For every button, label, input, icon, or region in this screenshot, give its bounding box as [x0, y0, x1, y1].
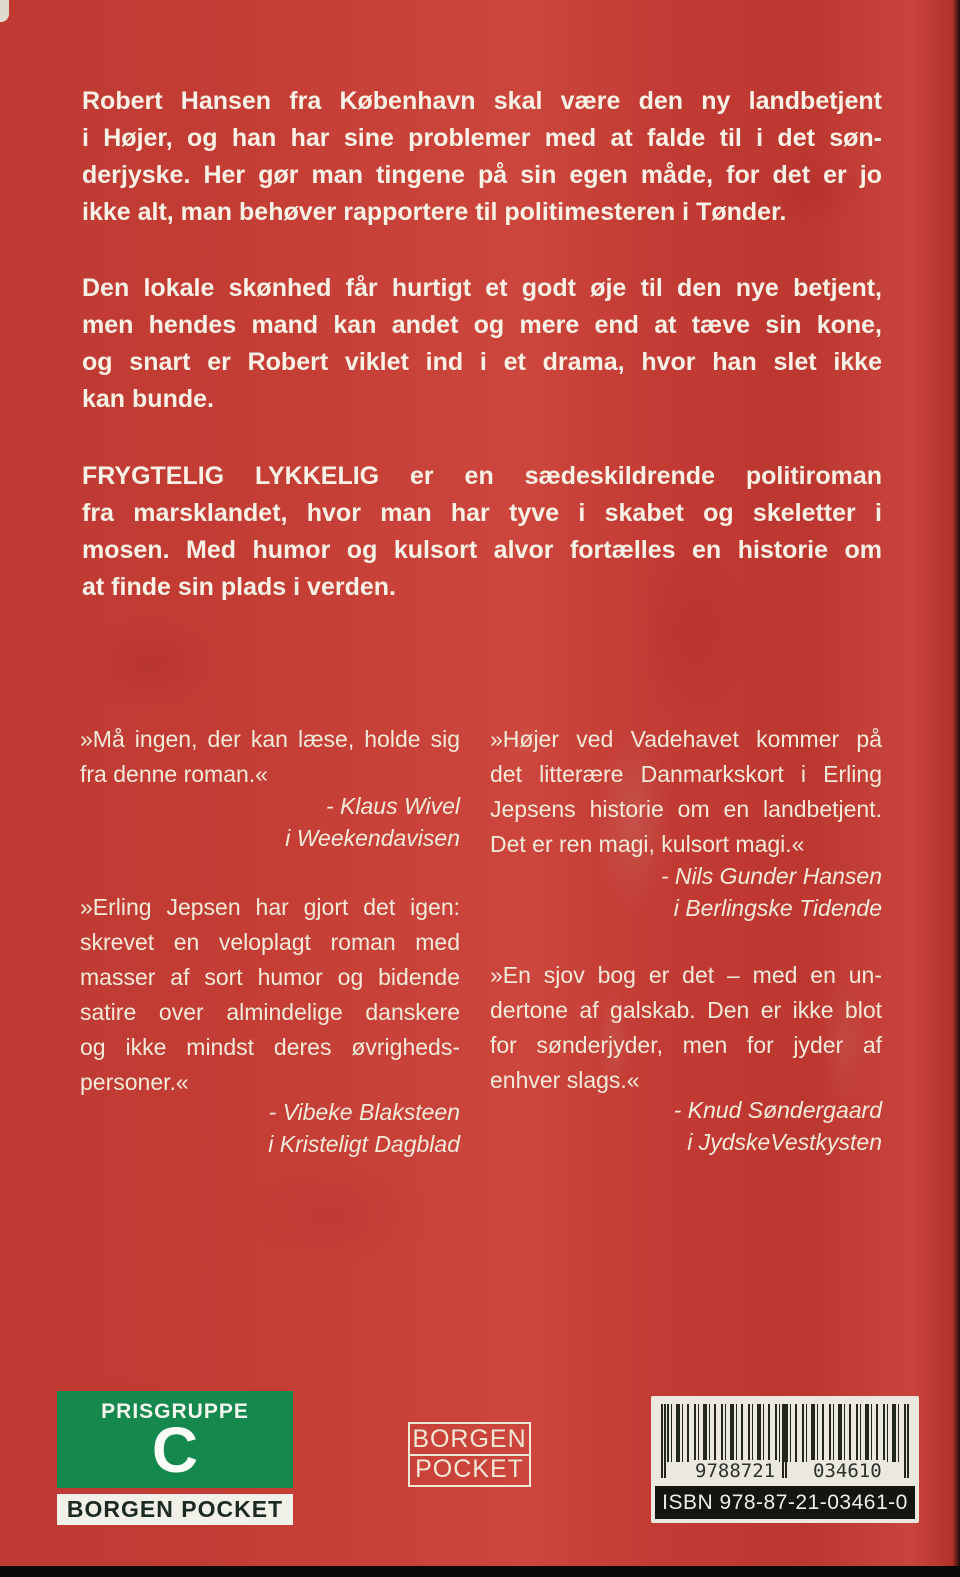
isbn-strip [655, 1486, 915, 1519]
barcode-guard-right [904, 1404, 909, 1478]
review-quote-sondergaard: »En sjov bog er det – med en un- dertone af galskab. Den er ikke blot for sønderjyder, men for jyder af enhver slags.« [490, 962, 882, 1093]
isbn-number: ISBN 978-87-21-03461-0 [662, 1490, 908, 1514]
publisher-strip [57, 1494, 293, 1525]
review-attribution-gunder-hansen: - Nils Gunder Hansen i Berlingske Tidende [660, 863, 882, 921]
borgen-pocket-logo [408, 1422, 531, 1487]
review-quote-wivel: »Må ingen, der kan læse, holde sig fra denne roman.« [80, 726, 460, 787]
logo-line-pocket: POCKET [415, 1455, 524, 1483]
publisher-strip-label: BORGEN POCKET [66, 1496, 284, 1522]
scan-edge-bottom [0, 1566, 960, 1577]
barcode [651, 1396, 919, 1523]
review-attribution-sondergaard: - Knud Søndergaard i JydskeVestkysten [673, 1097, 882, 1155]
price-group-value: C [151, 1414, 199, 1486]
barcode-guard-center [782, 1404, 787, 1478]
review-quote-gunder-hansen: »Højer ved Vadehavet kommer på det litterære Danmarkskort i Erling Jepsens historie om en landbetjent. Det er ren magi, kulsort magi.« [490, 726, 882, 857]
synopsis-paragraph-3: FRYGTELIG LYKKELIG er en sædeskildrende politiroman fra marsklandet, hvor man har tyve i skabet og skeletter i mosen. Med humor og kulsort alvor fortælles en historie om at finde sin plads i verden. [82, 462, 882, 601]
review-attribution-wivel: - Klaus Wivel i Weekendavisen [285, 793, 460, 851]
barcode-digits-left: 9788721 [691, 1460, 779, 1482]
synopsis-paragraph-1: Robert Hansen fra København skal være den ny landbetjent i Højer, og han har sine problemer med at falde til i det søn- derjyske. Her gør man tingene på sin egen måde, for det er jo ikke alt, man behøver rapportere til politimesteren i Tønder. [82, 87, 882, 226]
barcode-digits-right: 034610 [809, 1460, 886, 1482]
scan-edge-right [953, 0, 960, 1577]
review-attribution-blaksteen: - Vibeke Blaksteen i Kristeligt Dagblad [268, 1099, 460, 1157]
scan-speck [0, 0, 9, 22]
price-group-label: PRISGRUPPE [101, 1400, 249, 1423]
review-quote-blaksteen: »Erling Jepsen har gjort det igen: skrevet en veloplagt roman med masser af sort humor og bidende satire over almindelige danskere og ikke mindst deres øvrigheds- personer.« [80, 894, 460, 1095]
logo-line-borgen: BORGEN [410, 1426, 528, 1456]
synopsis-paragraph-2: Den lokale skønhed får hurtigt et godt øje til den nye betjent, men hendes mand kan andet og mere end at tæve sin kone, og snart er Robert viklet ind i et drama, hvor han slet ikke kan bunde. [82, 274, 882, 413]
barcode-guard-left [661, 1404, 666, 1478]
price-group-box [57, 1391, 293, 1488]
